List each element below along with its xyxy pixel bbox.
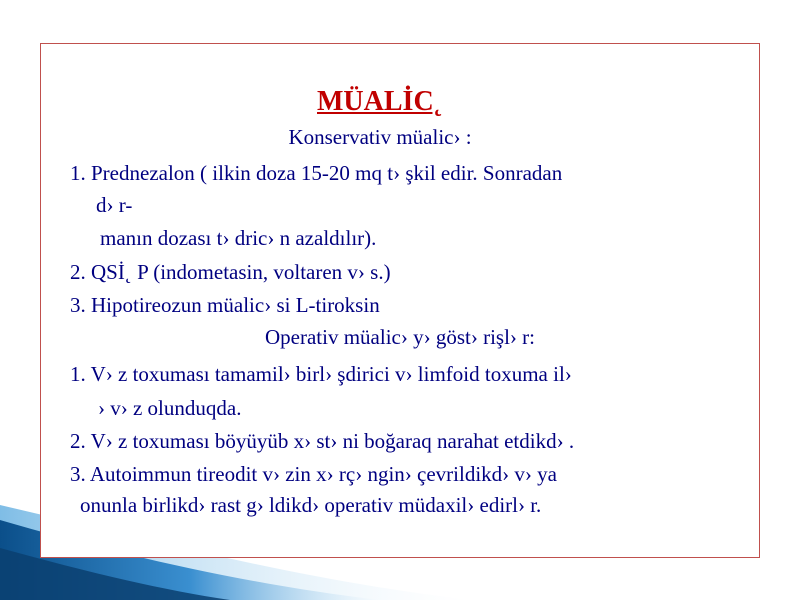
operative-item-3: 3. Autoimmun tireodit v› zin x› rç› ngin› çevrildikd› v› ya [70,462,557,486]
operative-item-2: 2. V› z toxuması böyüyüb x› st› ni boğaraq narahat etdikd› . [70,429,575,453]
operative-item-3-cont: onunla birlikd› rast g› ldikd› operativ müdaxil› edirl› r. [80,493,542,517]
conservative-item-1-cont: d› r- [96,193,133,217]
operative-item-1: 1. V› z toxuması tamamil› birl› şdirici v› limfoid toxuma il› [70,362,572,386]
conservative-item-3: 3. Hipotireozun müalic› si L-tiroksin [70,293,380,317]
operative-heading: Operativ müalic› y› göst› rişl› r: [264,325,535,349]
conservative-heading: Konservativ müalic› : [288,125,472,149]
conservative-item-2: 2. QSİ˛ P (indometasin, voltaren v› s.) [70,260,391,284]
conservative-item-1-cont2: manın dozası t› dric› n azaldılır). [100,226,377,250]
operative-item-1-cont: › v› z olunduqda. [98,396,242,420]
slide-title: MÜALİC˛ [317,86,443,117]
conservative-item-1: 1. Prednezalon ( ilkin doza 15-20 mq t› şkil edir. Sonradan [70,161,563,185]
